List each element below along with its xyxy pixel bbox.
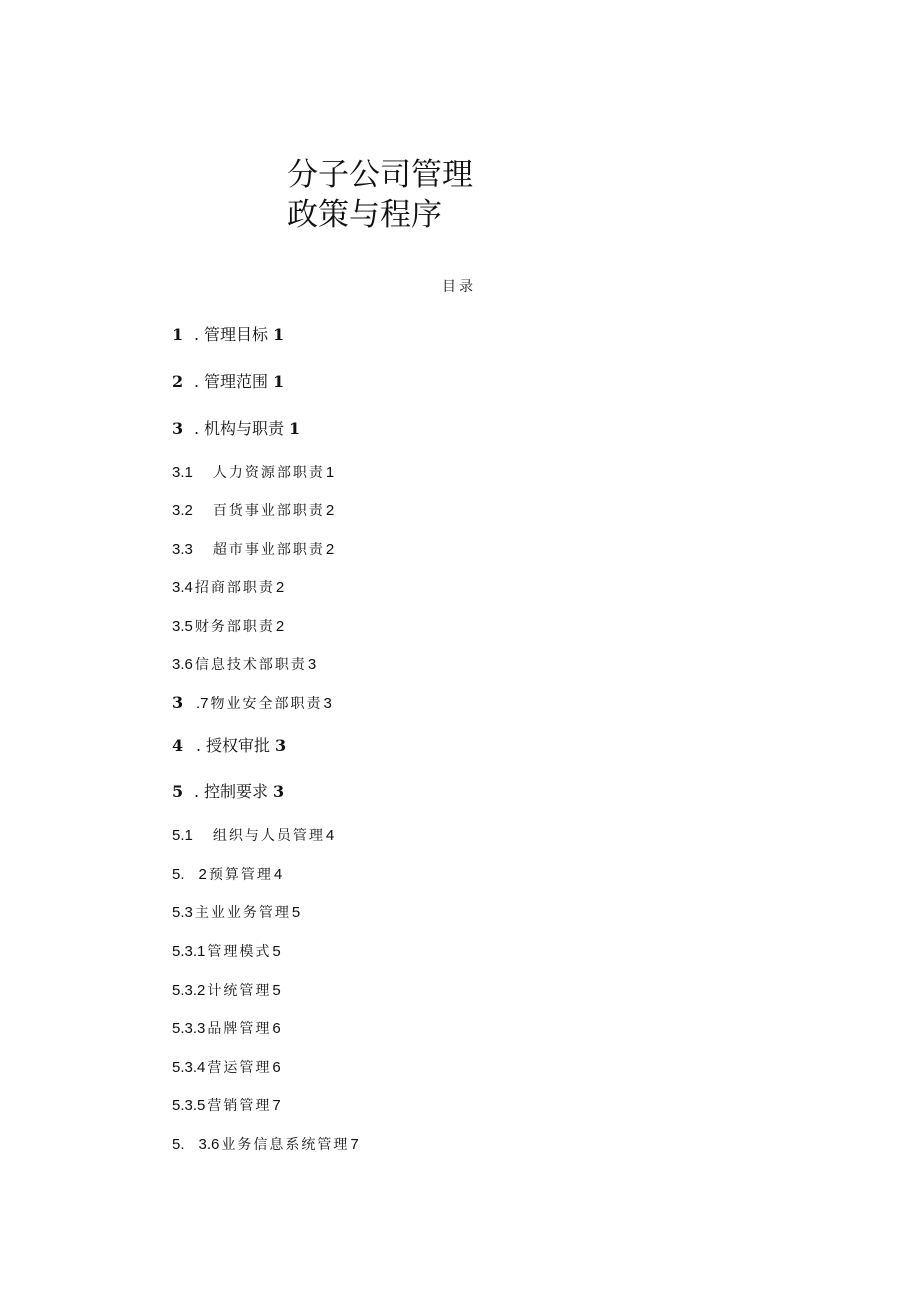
toc-entry-5-3-6[interactable] [172, 1134, 359, 1154]
toc-entry-5-3-2[interactable] [172, 980, 281, 1000]
toc-entry-number: 5.1 [172, 827, 193, 844]
toc-entry-separator: . [194, 782, 200, 801]
toc-entry-page: 6 [272, 1059, 281, 1076]
toc-entry-title: 超市事业部职责 [212, 542, 325, 558]
toc-entry-number: 5.3.3 [172, 1020, 206, 1037]
toc-entry-title: 计统管理 [207, 983, 272, 999]
toc-entry-5-2[interactable] [172, 864, 282, 884]
toc-entry-number: 5.3.2 [172, 982, 206, 999]
toc-entry-number: 2 [172, 372, 184, 391]
toc-entry-title: 品牌管理 [207, 1021, 272, 1037]
toc-entry-separator: . [196, 736, 202, 755]
toc-entry-separator: . [194, 419, 200, 438]
toc-entry-number: 3.6 [172, 656, 193, 673]
toc-entry-title: 业务信息系统管理 [221, 1137, 350, 1153]
toc-entry-5-1[interactable] [172, 825, 334, 845]
toc-entry-5-3-3[interactable] [172, 1018, 281, 1038]
toc-entry-3-7[interactable] [172, 693, 332, 713]
toc-entry-title: 营销管理 [207, 1098, 272, 1114]
toc-entry-title: 信息技术部职责 [194, 657, 307, 673]
toc-entry-number: 3.4 [172, 579, 193, 596]
toc-entry-title: 管理目标 [204, 325, 269, 344]
toc-entry-page: 7 [350, 1136, 359, 1153]
toc-entry-page: 2 [325, 502, 335, 519]
toc-entry-title: 财务部职责 [194, 619, 275, 635]
toc-entry-title: 物业安全部职责 [210, 696, 323, 712]
toc-entry-number-suffix: .7 [196, 695, 209, 712]
toc-entry-number: 5.3.1 [172, 943, 206, 960]
toc-entry-3-5[interactable] [172, 616, 284, 636]
toc-entry-number: 1 [172, 325, 184, 344]
toc-entry-number: 3.5 [172, 618, 193, 635]
toc-entry-2[interactable] [172, 369, 284, 392]
toc-entry-page: 1 [273, 372, 285, 391]
toc-entry-1[interactable] [172, 322, 284, 345]
toc-entry-5-3-5[interactable] [172, 1095, 281, 1115]
toc-entry-number-suffix: 2 [198, 866, 207, 883]
toc-entry-title: 机构与职责 [204, 419, 285, 438]
toc-entry-page: 2 [325, 541, 335, 558]
toc-entry-number: 3.2 [172, 502, 193, 519]
toc-entry-title: 招商部职责 [194, 580, 275, 596]
toc-entry-4[interactable] [172, 733, 286, 756]
toc-entry-title: 管理模式 [207, 944, 272, 960]
toc-entry-3[interactable] [172, 416, 300, 439]
toc-entry-page: 2 [275, 618, 285, 635]
toc-entry-5[interactable] [172, 779, 284, 802]
toc-entry-title: 营运管理 [207, 1060, 272, 1076]
toc-entry-number: 5 [172, 782, 184, 801]
toc-entry-number: 4 [172, 736, 184, 755]
toc-entry-3-3[interactable] [172, 539, 334, 559]
toc-entry-number: 5.3 [172, 904, 193, 921]
toc-entry-page: 5 [291, 904, 301, 921]
toc-entry-separator: . [194, 372, 200, 391]
toc-entry-number: 5.3.5 [172, 1097, 206, 1114]
toc-entry-number: 3.1 [172, 464, 193, 481]
toc-entry-page: 5 [272, 982, 281, 999]
toc-entry-title: 百货事业部职责 [212, 503, 325, 519]
toc-entry-title: 授权审批 [206, 736, 271, 755]
toc-entry-3-6[interactable] [172, 654, 316, 674]
toc-entry-number: 3 [172, 419, 184, 438]
toc-entry-page: 1 [325, 464, 335, 481]
toc-entry-page: 4 [273, 866, 283, 883]
toc-entry-number: 5.3.4 [172, 1059, 206, 1076]
toc-entry-3-4[interactable] [172, 577, 284, 597]
toc-entry-number: 3 [172, 693, 184, 712]
toc-entry-number-suffix: 3.6 [198, 1136, 220, 1153]
toc-entry-number: 5. [172, 866, 185, 883]
toc-entry-title: 控制要求 [204, 782, 269, 801]
toc-entry-page: 3 [323, 695, 332, 712]
toc-entry-5-3-4[interactable] [172, 1057, 281, 1077]
toc-entry-title: 预算管理 [208, 867, 273, 883]
toc-entry-page: 1 [273, 325, 285, 344]
toc-entry-title: 人力资源部职责 [212, 465, 325, 481]
toc-entry-number: 3.3 [172, 541, 193, 558]
toc-entry-page: 3 [273, 782, 285, 801]
toc-entry-title: 主业业务管理 [194, 905, 291, 921]
title-line-1: 分子公司管理 [287, 157, 473, 193]
toc-entry-page: 5 [272, 943, 281, 960]
toc-entry-3-1[interactable] [172, 462, 334, 482]
title-line-2: 政策与程序 [287, 197, 442, 233]
toc-entry-page: 4 [325, 827, 335, 844]
document-title [287, 155, 473, 235]
toc-entry-page: 2 [275, 579, 285, 596]
toc-entry-number: 5. [172, 1136, 185, 1153]
toc-heading: 目录 [442, 279, 476, 295]
toc-entry-page: 1 [289, 419, 301, 438]
toc-entry-page: 3 [307, 656, 317, 673]
toc-entry-separator: . [194, 325, 200, 344]
toc-entry-title: 组织与人员管理 [212, 828, 325, 844]
toc-entry-page: 7 [272, 1097, 281, 1114]
toc-entry-page: 6 [272, 1020, 281, 1037]
toc-entry-5-3-1[interactable] [172, 941, 281, 961]
toc-entry-5-3[interactable] [172, 902, 300, 922]
toc-entry-3-2[interactable] [172, 500, 334, 520]
toc-entry-page: 3 [275, 736, 287, 755]
toc-entry-title: 管理范围 [204, 372, 269, 391]
